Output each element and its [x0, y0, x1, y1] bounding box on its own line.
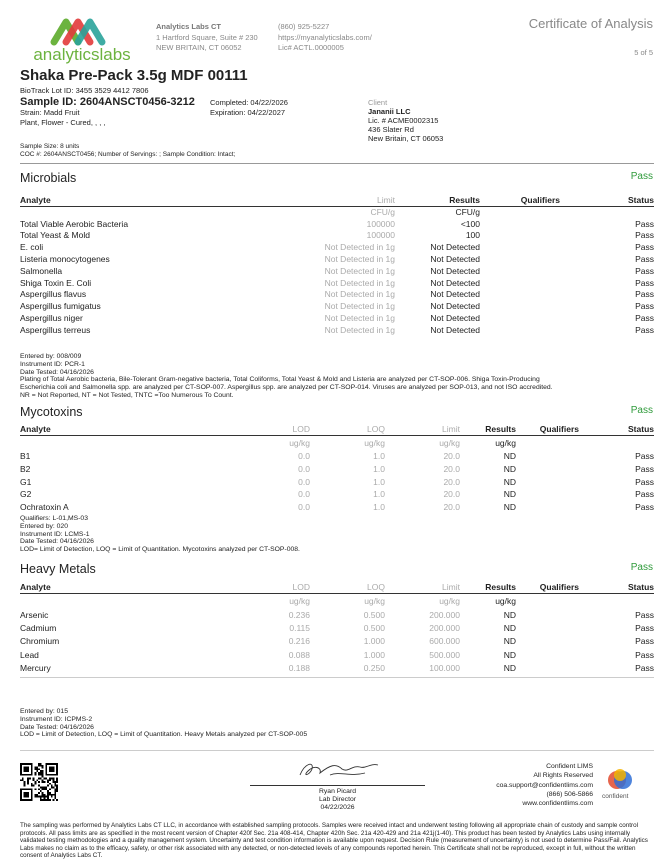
units-row	[20, 435, 654, 450]
note-line: Instrument ID: LCMS-1	[20, 530, 90, 538]
note-line: NR = Not Reported, NT = Not Tested, TNTC =Too Numerous To Count.	[20, 391, 234, 399]
limit-value: 20.0	[443, 451, 460, 462]
sample-id: Sample ID: 2604ANSCT0456-3212	[20, 96, 195, 108]
document-title: Certificate of Analysis	[528, 16, 653, 31]
unit-loq: ug/kg	[364, 437, 385, 448]
table-row	[20, 218, 654, 230]
col-results: Results	[460, 424, 516, 435]
lims-name: Confident LIMS	[546, 763, 593, 770]
status-value: Pass	[635, 277, 654, 288]
result-value: Not Detected	[430, 301, 480, 312]
loq-value: 1.0	[373, 489, 385, 500]
lab-license: Lic# ACTL.0000005	[278, 43, 344, 52]
result-value: Not Detected	[430, 254, 480, 265]
loq-value: 0.500	[363, 623, 385, 634]
units-row	[20, 593, 654, 608]
status-value: Pass	[635, 649, 654, 660]
unit-results: ug/kg	[495, 595, 516, 606]
lod-value: 0.088	[288, 649, 310, 660]
qualifier-value	[480, 230, 560, 242]
status-value: Pass	[635, 636, 654, 647]
analyte-name: Ochratoxin A	[20, 502, 69, 513]
status-value: Pass	[635, 489, 654, 500]
result-value: ND	[503, 609, 516, 620]
mycotoxins-table	[20, 424, 654, 513]
col-qualifiers: Qualifiers	[516, 424, 579, 435]
mycotoxins-notes	[20, 515, 660, 554]
note-line: Entered by: 015	[20, 708, 68, 715]
analyte-name: Aspergillus niger	[20, 313, 83, 324]
note-line: Date Tested: 04/16/2026	[20, 538, 94, 546]
strain: Strain: Madd Fruit	[20, 108, 80, 117]
analyte-name: Total Viable Aerobic Bacteria	[20, 218, 129, 229]
qualifier-value	[516, 635, 579, 648]
status-value: Pass	[635, 289, 654, 300]
analyte-name: G1	[20, 476, 32, 487]
lod-value: 0.0	[298, 476, 310, 487]
loq-value: 1.0	[373, 451, 385, 462]
table-row	[20, 463, 654, 476]
col-status: Status	[579, 582, 654, 593]
note-line: Escherichia coli and Salmonella spp. are analyzed per CT-SOP-007. Aspergillus spp. are analyzed per CT-SOP-014. Viruses are analyzed per SOP-013, and not ISO accredited.	[20, 384, 553, 392]
loq-value: 0.250	[363, 663, 385, 674]
analyte-name: Aspergillus fumigatus	[20, 301, 101, 312]
qr-code[interactable]	[20, 763, 58, 801]
qualifier-value	[516, 450, 579, 463]
result-value: ND	[503, 476, 516, 487]
result-value: Not Detected	[430, 324, 480, 335]
col-results: Results	[460, 582, 516, 593]
status-value: Pass	[635, 502, 654, 513]
result-value: ND	[503, 464, 516, 475]
status-value: Pass	[635, 324, 654, 335]
note-line: Entered by: 008/009	[20, 353, 82, 360]
lims-email[interactable]: coa.support@confidentlims.com	[496, 781, 593, 789]
table-row	[20, 608, 654, 621]
section-divider	[20, 750, 654, 751]
qualifier-value	[480, 300, 560, 312]
unit-limit: ug/kg	[439, 437, 460, 448]
col-lod: LOD	[235, 582, 310, 593]
unit-loq: ug/kg	[364, 595, 385, 606]
limit-value: 20.0	[443, 489, 460, 500]
status-value: Pass	[635, 464, 654, 475]
lab-address-line1: 1 Hartford Square, Suite # 230	[156, 32, 258, 42]
loq-value: 1.0	[373, 464, 385, 475]
signer-title: Lab Director	[318, 795, 357, 803]
limit-value: Not Detected in 1g	[324, 301, 395, 312]
note-line: Plating of Total Aerobic bacteria, Bile-Tolerant Gram-negative bacteria, Total Coliforms, Total Yeast & Mold and Listeria are analyzed per CT-SOP-006. Shiga Toxin-Producing	[20, 376, 540, 384]
col-qualifiers: Qualifiers	[480, 195, 560, 206]
limit-value: Not Detected in 1g	[324, 254, 395, 265]
table-row	[20, 450, 654, 463]
limit-value: 500.000	[429, 649, 460, 660]
lab-phone: (860) 925-5227	[278, 22, 330, 31]
analyte-name: Cadmium	[20, 623, 57, 634]
result-value: ND	[503, 489, 516, 500]
heavy-metals-status: Pass	[630, 562, 653, 573]
analyte-name: B1	[20, 451, 31, 462]
completed-date: Completed: 04/22/2026	[210, 98, 288, 107]
signature-line	[250, 785, 425, 786]
result-value: ND	[503, 623, 516, 634]
table-row	[20, 635, 654, 648]
page-number: 5 of 5	[634, 48, 653, 57]
result-value: ND	[503, 663, 516, 674]
lab-website[interactable]: https://myanalyticslabs.com/	[278, 32, 372, 42]
table-row	[20, 648, 654, 661]
status-value: Pass	[635, 623, 654, 634]
status-value: Pass	[635, 265, 654, 276]
microbials-title: Microbials	[20, 171, 77, 185]
analyte-name: Arsenic	[20, 609, 49, 620]
mycotoxins-status: Pass	[630, 405, 653, 416]
note-line: LOD= Limit of Detection, LOQ = Limit of Quantitation. Mycotoxins analyzed per CT-SOP-008.	[20, 546, 300, 554]
result-value: 100	[465, 230, 480, 241]
table-row	[20, 300, 654, 312]
section-divider	[20, 163, 654, 164]
limit-value: Not Detected in 1g	[324, 277, 395, 288]
confident-logo-text: confident	[602, 793, 629, 800]
heavy-metals-notes	[20, 708, 660, 739]
dates	[210, 98, 288, 117]
section-divider	[20, 677, 654, 678]
result-value: Not Detected	[430, 242, 480, 253]
limit-value: Not Detected in 1g	[324, 265, 395, 276]
loq-value: 0.500	[363, 609, 385, 620]
status-value: Pass	[635, 254, 654, 265]
note-line: Date Tested: 04/16/2026	[20, 368, 94, 376]
col-limit: Limit	[385, 582, 460, 593]
microbials-status: Pass	[630, 171, 653, 182]
note-line: LOD = Limit of Detection, LOQ = Limit of Quantitation. Heavy Metals analyzed per CT-SOP-005	[20, 731, 308, 739]
analyte-name: Chromium	[20, 636, 60, 647]
result-value: ND	[503, 636, 516, 647]
analyte-name: Salmonella	[20, 265, 63, 276]
disclaimer: The sampling was performed by Analytics Labs CT LLC, in accordance with established sampling protocols. Samples were received intact and underwent testing following all appropriate chain of custody and sample control protocols. All pass limits are as specified in the most recent version of Chapter 420f Sec. 21a 408-414, Chapter 420h Sec. 21a 420-429 and 21a 421j(1-40). This product has been tested by Analytics Labs using internally validated testing methodologies and a quality management system. Uncertainty and test condition information is available upon request. Decision Rule (measurement of uncertainty) is not used to determine Pass/Fail. Analytics Labs makes no claim as to the efficacy, safety, or other risk associated with any detected, or non-detected levels of any compounds reported herein. This Certificate shall not be reproduced, except in full, without the written consent of Analytics Labs CT.	[20, 822, 648, 859]
qualifier-value	[480, 253, 560, 265]
qualifier-value	[516, 501, 579, 514]
signer-block	[250, 788, 425, 811]
qualifier-value	[480, 277, 560, 289]
col-lod: LOD	[235, 424, 310, 435]
result-value: Not Detected	[430, 289, 480, 300]
lod-value: 0.0	[298, 489, 310, 500]
lab-name: Analytics Labs CT	[156, 22, 222, 31]
qualifier-value	[480, 218, 560, 230]
analyte-name: G2	[20, 489, 32, 500]
unit-limit: ug/kg	[439, 595, 460, 606]
qualifier-value	[480, 265, 560, 277]
limit-value: 100000	[366, 218, 395, 229]
table-row	[20, 277, 654, 289]
client-address-line2: New Britain, CT 06053	[368, 134, 444, 143]
col-status: Status	[579, 424, 654, 435]
units-row	[20, 206, 654, 218]
qualifier-value	[516, 662, 579, 675]
unit-results: ug/kg	[495, 437, 516, 448]
note-line: Qualifiers: L-01,MS-03	[20, 515, 88, 522]
status-value: Pass	[635, 218, 654, 229]
limit-value: 100000	[366, 230, 395, 241]
qualifier-value	[516, 463, 579, 476]
status-value: Pass	[635, 301, 654, 312]
limit-value: 20.0	[443, 464, 460, 475]
unit-lod: ug/kg	[289, 595, 310, 606]
result-value: Not Detected	[430, 277, 480, 288]
col-qualifiers: Qualifiers	[516, 582, 579, 593]
loq-value: 1.000	[363, 649, 385, 660]
result-value: Not Detected	[430, 313, 480, 324]
note-line: Instrument ID: PCR-1	[20, 360, 85, 368]
status-value: Pass	[635, 313, 654, 324]
table-row	[20, 324, 654, 336]
limit-value: Not Detected in 1g	[324, 289, 395, 300]
lod-value: 0.188	[288, 663, 310, 674]
col-analyte: Analyte	[20, 195, 235, 206]
signer-name: Ryan Picard	[318, 788, 357, 795]
col-loq: LOQ	[310, 582, 385, 593]
status-value: Pass	[635, 451, 654, 462]
heavy-metals-table	[20, 582, 654, 675]
qualifier-value	[516, 648, 579, 661]
sample-meta	[20, 143, 235, 159]
col-status: Status	[560, 195, 654, 206]
result-value: ND	[503, 451, 516, 462]
biotrack-lot-id: BioTrack Lot ID: 3455 3529 4412 7806	[20, 86, 149, 95]
unit-results: CFU/g	[455, 207, 480, 218]
limit-value: 100.000	[429, 663, 460, 674]
qualifier-value	[480, 241, 560, 253]
svg-text:analyticslabs: analyticslabs	[33, 45, 131, 64]
client-license: Lic. # ACME0002315	[368, 116, 439, 125]
limit-value: Not Detected in 1g	[324, 313, 395, 324]
loq-value: 1.000	[363, 636, 385, 647]
note-line: Entered by: 020	[20, 522, 68, 530]
status-value: Pass	[635, 476, 654, 487]
microbials-table	[20, 195, 654, 336]
qualifier-value	[480, 312, 560, 324]
limit-value: 20.0	[443, 476, 460, 487]
col-analyte: Analyte	[20, 582, 235, 593]
limit-value: Not Detected in 1g	[324, 242, 395, 253]
lims-rights: All Rights Reserved	[533, 772, 593, 780]
lab-info	[156, 22, 258, 54]
note-line: Instrument ID: ICPMS-2	[20, 715, 93, 723]
analyte-name: Lead	[20, 649, 39, 660]
table-row	[20, 241, 654, 253]
lod-value: 0.216	[288, 636, 310, 647]
table-row	[20, 621, 654, 634]
note-line: Date Tested: 04/16/2026	[20, 723, 94, 731]
table-row	[20, 265, 654, 277]
sign-date: 04/22/2026	[320, 803, 355, 811]
analyte-name: Listeria monocytogenes	[20, 254, 110, 265]
analytics-labs-logo	[20, 14, 145, 64]
sample-size: Sample Size: 8 units	[20, 143, 80, 150]
result-value: <100	[460, 218, 480, 229]
qualifier-value	[516, 475, 579, 488]
status-value: Pass	[635, 663, 654, 674]
table-row	[20, 662, 654, 675]
contact-info	[278, 22, 372, 54]
table-row	[20, 312, 654, 324]
lims-phone: (866) 506-5866	[546, 790, 593, 798]
lod-value: 0.236	[288, 609, 310, 620]
unit-limit: CFU/g	[370, 207, 395, 218]
analyte-name: E. coli	[20, 242, 44, 253]
loq-value: 1.0	[373, 502, 385, 513]
table-row	[20, 501, 654, 514]
qualifier-value	[516, 608, 579, 621]
loq-value: 1.0	[373, 476, 385, 487]
status-value: Pass	[635, 230, 654, 241]
status-value: Pass	[635, 609, 654, 620]
limit-value: 200.000	[429, 623, 460, 634]
col-analyte: Analyte	[20, 424, 235, 435]
col-loq: LOQ	[310, 424, 385, 435]
col-limit: Limit	[235, 195, 395, 206]
client-info	[368, 98, 443, 143]
col-results: Results	[395, 195, 480, 206]
lims-info	[496, 762, 593, 808]
status-value: Pass	[635, 242, 654, 253]
strain-info	[20, 108, 105, 127]
analyte-name: Shiga Toxin E. Coli	[20, 277, 92, 288]
mycotoxins-title: Mycotoxins	[20, 405, 83, 419]
limit-value: 600.000	[429, 636, 460, 647]
lod-value: 0.0	[298, 451, 310, 462]
signature	[290, 757, 385, 785]
coc-info: COC #: 2604ANSCT0456; Number of Servings: ; Sample Condition: Intact;	[20, 151, 236, 158]
lims-website[interactable]: www.confidentlims.com	[522, 800, 593, 808]
client-label: Client	[368, 98, 388, 107]
result-value: Not Detected	[430, 265, 480, 276]
analyte-name: Aspergillus flavus	[20, 289, 87, 300]
limit-value: Not Detected in 1g	[324, 324, 395, 335]
limit-value: 200.000	[429, 609, 460, 620]
analyte-name: B2	[20, 464, 31, 475]
result-value: ND	[503, 502, 516, 513]
table-row	[20, 475, 654, 488]
product-title: Shaka Pre-Pack 3.5g MDF 00111	[20, 67, 248, 84]
analyte-name: Total Yeast & Mold	[20, 230, 90, 241]
qualifier-value	[516, 488, 579, 501]
qualifier-value	[516, 621, 579, 634]
analyte-name: Aspergillus terreus	[20, 324, 91, 335]
lod-value: 0.115	[289, 623, 310, 634]
expiration-date: Expiration: 04/22/2027	[210, 107, 286, 117]
result-value: ND	[503, 649, 516, 660]
table-row	[20, 289, 654, 301]
heavy-metals-title: Heavy Metals	[20, 562, 96, 576]
microbials-notes	[20, 353, 660, 400]
qualifier-value	[480, 289, 560, 301]
table-row	[20, 230, 654, 242]
client-address-line1: 436 Slater Rd	[368, 125, 414, 134]
qualifier-value	[480, 324, 560, 336]
col-limit: Limit	[385, 424, 460, 435]
lod-value: 0.0	[298, 502, 310, 513]
limit-value: 20.0	[443, 502, 460, 513]
table-row	[20, 253, 654, 265]
client-name: Jananii LLC	[368, 107, 411, 116]
analyte-name: Mercury	[20, 663, 51, 674]
lod-value: 0.0	[298, 464, 310, 475]
product-type: Plant, Flower - Cured, , , ,	[20, 117, 106, 127]
table-row	[20, 488, 654, 501]
lab-address-line2: NEW BRITAIN, CT 06052	[156, 43, 242, 52]
unit-lod: ug/kg	[289, 437, 310, 448]
